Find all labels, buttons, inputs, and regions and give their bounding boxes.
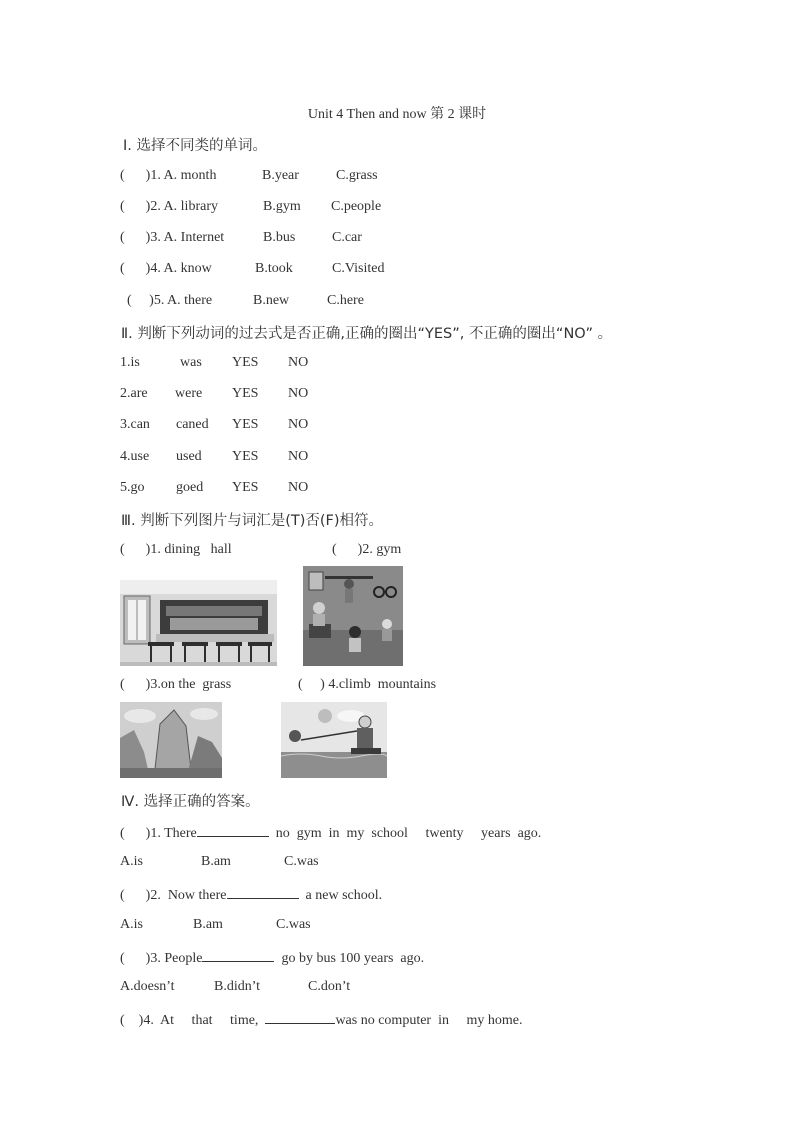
part2-verb: 1.is xyxy=(120,355,140,370)
part2-verb: 5.go xyxy=(120,480,145,495)
part1-q4: ( )4. A. know xyxy=(120,261,212,276)
part4-q2-option-c: C.was xyxy=(276,917,311,932)
part1-q3: ( )3. A. Internet xyxy=(120,230,225,245)
section-2-heading: Ⅱ. 判断下列动词的过去式是否正确,正确的圈出“YES”, 不正确的圈出“NO” 。 xyxy=(121,326,613,342)
part2-past: caned xyxy=(176,417,209,432)
part2-yes: YES xyxy=(232,355,259,370)
part4-q2-start: ( )2. Now there xyxy=(120,888,227,903)
part1-q5-b: B.new xyxy=(253,293,290,308)
part4-q1-end: no gym in my school twenty years ago. xyxy=(268,826,542,841)
part2-no: NO xyxy=(288,417,309,432)
part2-no: NO xyxy=(288,449,309,464)
part2-yes: YES xyxy=(232,449,259,464)
part4-q3-start: ( )3. People xyxy=(120,951,203,966)
part4-q2-option-a: A.is xyxy=(120,917,143,932)
part3-q2: ( )2. gym xyxy=(332,542,402,557)
part4-q4 xyxy=(120,1009,522,1030)
part2-past: was xyxy=(180,355,202,370)
fishing-image xyxy=(281,702,387,778)
part4-q3-end: go by bus 100 years ago. xyxy=(274,951,425,966)
part2-verb: 2.are xyxy=(120,386,148,401)
part2-past: goed xyxy=(176,480,204,495)
part2-yes: YES xyxy=(232,386,259,401)
part1-q5: ( )5. A. there xyxy=(127,293,213,308)
part2-past: were xyxy=(175,386,203,401)
part4-q4-start: ( )4. At that time, xyxy=(120,1013,266,1028)
part3-q3: ( )3.on the grass xyxy=(120,677,232,692)
part4-q1 xyxy=(120,822,541,843)
part1-q1-b: B.year xyxy=(262,168,299,183)
part4-q1-start: ( )1. There xyxy=(120,826,197,841)
dining-hall-image xyxy=(120,580,277,666)
part2-yes: YES xyxy=(232,480,259,495)
part4-q1-option-a: A.is xyxy=(120,854,143,869)
part1-q2-b: B.gym xyxy=(263,199,301,214)
part4-q3 xyxy=(120,947,424,968)
part1-q1-c: C.grass xyxy=(336,168,378,183)
part4-q1-option-c: C.was xyxy=(284,854,319,869)
section-4-heading: Ⅳ. 选择正确的答案。 xyxy=(121,794,260,810)
section-1-heading: Ⅰ. 选择不同类的单词。 xyxy=(123,138,267,154)
part4-q3-option-a: A.doesn’t xyxy=(120,979,175,994)
part2-yes: YES xyxy=(232,417,259,432)
answer-blank[interactable] xyxy=(197,822,269,837)
part1-q4-c: C.Visited xyxy=(332,261,385,276)
part4-q2-option-b: B.am xyxy=(193,917,223,932)
part4-q2-end: a new school. xyxy=(298,888,383,903)
part1-q3-c: C.car xyxy=(332,230,362,245)
answer-blank[interactable] xyxy=(265,1009,335,1024)
part2-no: NO xyxy=(288,355,309,370)
part1-q2: ( )2. A. library xyxy=(120,199,218,214)
part3-q4: ( ) 4.climb mountains xyxy=(298,677,437,692)
part2-verb: 3.can xyxy=(120,417,150,432)
answer-blank[interactable] xyxy=(227,884,299,899)
part2-no: NO xyxy=(288,480,309,495)
answer-blank[interactable] xyxy=(202,947,274,962)
part1-q2-c: C.people xyxy=(331,199,382,214)
part1-q3-b: B.bus xyxy=(263,230,296,245)
page-title: Unit 4 Then and now 第 2 课时 xyxy=(307,107,487,122)
gym-image xyxy=(303,566,403,666)
part1-q5-c: C.here xyxy=(327,293,364,308)
part1-q1: ( )1. A. month xyxy=(120,168,217,183)
part3-q1: ( )1. dining hall xyxy=(120,542,232,557)
part2-past: used xyxy=(176,449,202,464)
part4-q3-option-b: B.didn’t xyxy=(214,979,261,994)
part2-verb: 4.use xyxy=(120,449,150,464)
part2-no: NO xyxy=(288,386,309,401)
part1-q4-b: B.took xyxy=(255,261,293,276)
mountains-image xyxy=(120,702,222,778)
part4-q4-end: was no computer in my home. xyxy=(335,1013,523,1028)
part4-q1-option-b: B.am xyxy=(201,854,231,869)
part4-q2 xyxy=(120,884,382,905)
part4-q3-option-c: C.don’t xyxy=(308,979,351,994)
section-3-heading: Ⅲ. 判断下列图片与词汇是(T)否(F)相符。 xyxy=(121,513,384,529)
